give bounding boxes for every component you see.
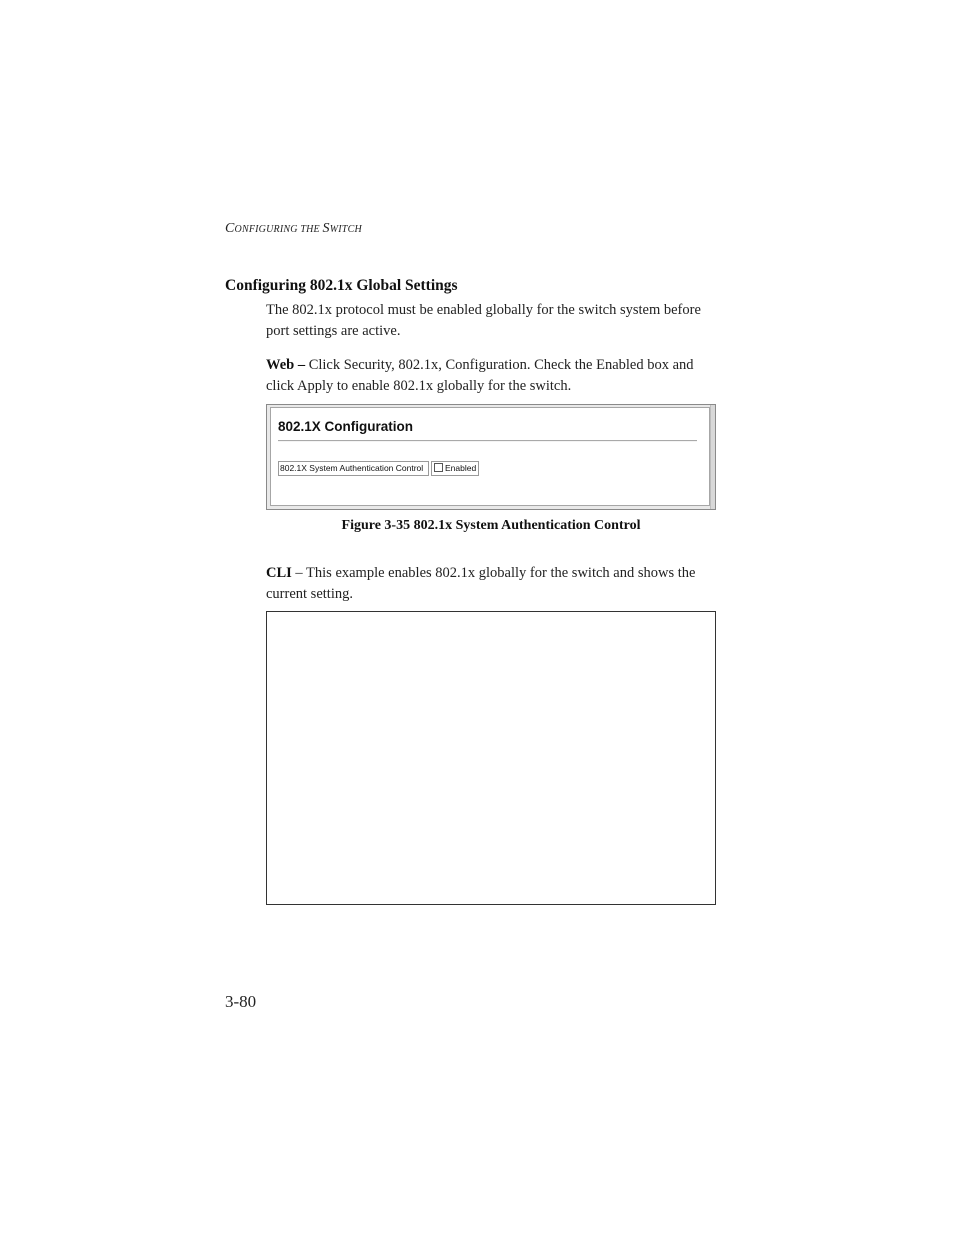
enabled-checkbox-label: Enabled (445, 463, 477, 473)
running-head-initial-c: C (225, 221, 235, 236)
panel-divider (278, 440, 697, 442)
web-instructions-paragraph (266, 355, 718, 397)
figure-screenshot-panel (266, 404, 716, 510)
section-title: Configuring 802.1x Global Settings (225, 277, 458, 294)
panel-title: 802.1X Configuration (278, 419, 414, 434)
page-number: 3-80 (225, 992, 257, 1011)
web-label: Web – (266, 357, 306, 373)
cli-text: – This example enables 802.1x globally for the switch and shows the current setting. (266, 565, 696, 602)
running-head-small-caps-2: WITCH (329, 224, 362, 235)
figure-caption: Figure 3-35 802.1x System Authentication Control (341, 518, 641, 533)
running-head-initial-s: S (322, 221, 330, 236)
web-instructions-text: Click Security, 802.1x, Configuration. Check the Enabled box and click Apply to enable 802.1x globally for the switch. (266, 357, 694, 394)
system-auth-control-label: 802.1X System Authentication Control (278, 461, 429, 476)
intro-paragraph: The 802.1x protocol must be enabled globally for the switch system before port settings are active. (266, 302, 701, 339)
running-head (225, 221, 362, 237)
cli-example-box (266, 611, 716, 905)
cli-label: CLI (266, 565, 292, 581)
running-head-small-caps-1: ONFIGURING THE (234, 224, 323, 235)
panel-scrollbar[interactable] (710, 405, 715, 509)
figure-content-area (270, 407, 710, 506)
enabled-checkbox[interactable] (434, 463, 443, 472)
enabled-checkbox-cell[interactable] (431, 461, 479, 476)
cli-paragraph (266, 563, 718, 605)
